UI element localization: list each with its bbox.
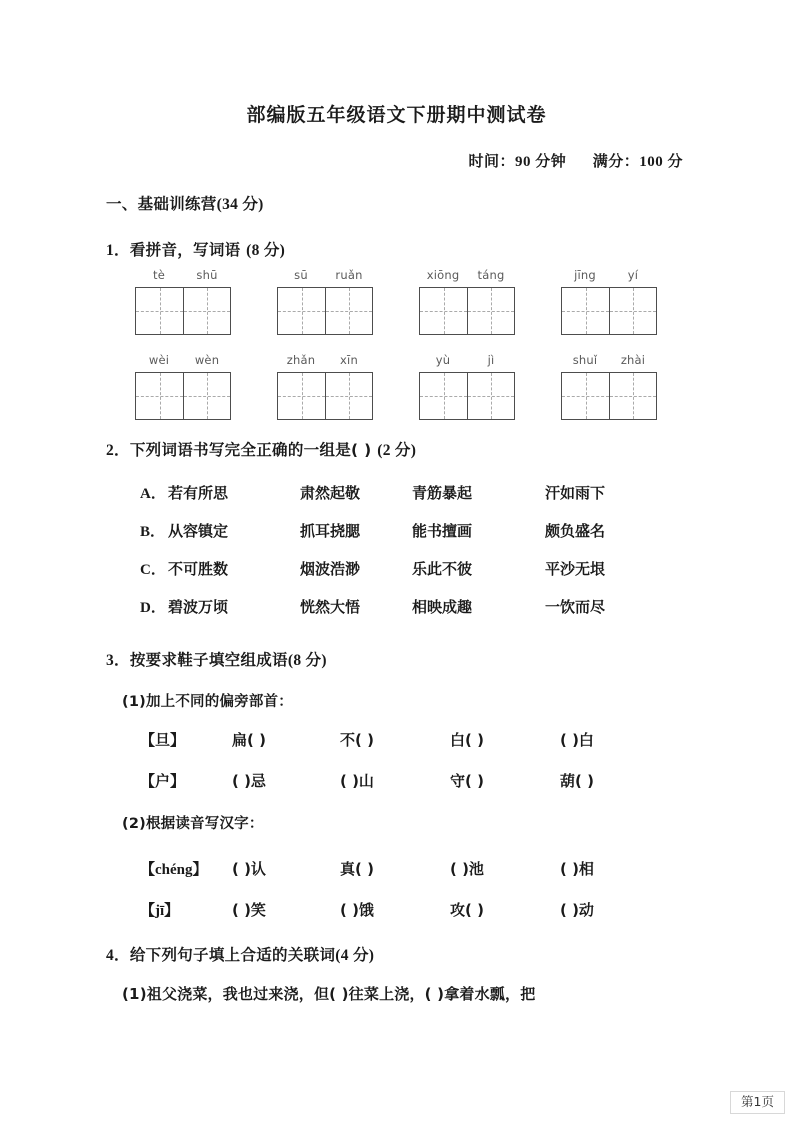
pinyin-grid-group [419,266,515,335]
option-word: 汗如雨下 [545,484,606,502]
fill-blank-item[interactable]: ( )饿 [340,901,374,919]
pinyin-grid-group [135,351,231,420]
question-4-number: 4． [106,947,130,964]
option-label-c: C． [140,562,166,578]
pinyin-syllable: wèn [194,353,220,367]
option-word: 相映成趣 [412,598,473,616]
pinyin-grid-group [561,351,657,420]
tianzige-cell[interactable] [467,288,514,334]
tianzige-cell[interactable] [420,373,467,419]
pinyin-pair [135,351,231,369]
option-word: 不可胜数 [168,560,229,578]
question-3-number: 3． [106,652,130,669]
pinyin-pair [561,266,657,284]
tianzige-cell[interactable] [325,373,372,419]
pinyin-syllable: tè [153,268,165,282]
radical-key: 【旦】 [140,731,186,749]
question-1-title: 看拼音，写词语 [129,241,241,259]
tianzige-cell[interactable] [136,288,183,334]
fill-blank-item[interactable]: ( )忌 [232,772,266,790]
question-4-title: 给下列句子填上合适的关联词 [129,946,336,964]
question-3-heading [0,648,793,670]
tianzige-box[interactable] [419,372,515,420]
pinyin-pair [419,266,515,284]
fill-blank-item[interactable]: ( )笑 [232,901,266,919]
pinyin-grid-group [277,266,373,335]
tianzige-box[interactable] [277,287,373,335]
question-1-points: (8 分) [246,242,286,259]
question-2-points: (2 分) [377,442,417,459]
time-limit-label: 时间：90 分钟 [468,154,567,170]
option-word: 若有所思 [168,484,229,502]
fill-blank-item[interactable]: 扁( ) [232,731,266,749]
fill-blank-item[interactable]: 真( ) [340,860,374,878]
question-2-number: 2． [106,442,130,459]
pinyin-syllable: yí [627,268,639,282]
fill-blank-item[interactable]: ( )相 [560,860,594,878]
question-4-heading [0,943,793,965]
tianzige-cell[interactable] [609,373,656,419]
option-word: 烟波浩渺 [300,560,361,578]
full-score-label: 满分：100 分 [592,154,683,170]
tianzige-cell[interactable] [278,288,325,334]
tianzige-box[interactable] [561,287,657,335]
question-3-points: (8 分) [287,652,327,669]
option-label-a: A． [140,486,166,502]
page-number-badge: 第1页 [730,1091,785,1115]
page-title: 部编版五年级语文下册期中测试卷 [246,104,547,126]
tianzige-box[interactable] [561,372,657,420]
pinyin-pair [419,351,515,369]
question-2-title: 下列词语书写完全正确的一组是( ) [129,441,372,459]
fill-blank-item[interactable]: 守( ) [450,772,484,790]
tianzige-box[interactable] [277,372,373,420]
tianzige-cell[interactable] [562,373,609,419]
fill-blank-item[interactable]: 攻( ) [450,901,484,919]
tianzige-cell[interactable] [467,373,514,419]
pinyin-grid-group [135,266,231,335]
pinyin-pair [135,266,231,284]
pinyin-syllable: jì [487,353,495,367]
option-word: 颇负盛名 [545,522,606,540]
pinyin-grid-group [277,351,373,420]
pinyin-key: 【chéng】 [140,862,208,878]
question-3-title: 按要求鞋子填空组成语 [129,651,288,669]
question-4-points: (4 分) [335,947,375,964]
pinyin-syllable: xīn [340,353,358,367]
pinyin-grid-row-1 [0,266,793,341]
option-word: 从容镇定 [168,522,229,540]
pinyin-syllable: táng [477,268,505,282]
tianzige-cell[interactable] [562,288,609,334]
fill-blank-item[interactable]: ( )白 [560,731,594,749]
option-word: 恍然大悟 [300,598,361,616]
tianzige-cell[interactable] [136,373,183,419]
option-word: 一饮而尽 [545,598,606,616]
pinyin-syllable: wèi [148,353,170,367]
fill-blank-item[interactable]: ( )池 [450,860,484,878]
pinyin-key: 【jī】 [140,903,180,919]
pinyin-syllable: zhài [620,353,646,367]
option-word: 青筋暴起 [412,484,473,502]
fill-blank-item[interactable]: ( )认 [232,860,266,878]
option-word: 平沙无垠 [545,560,606,578]
fill-blank-item[interactable]: ( )山 [340,772,374,790]
tianzige-box[interactable] [419,287,515,335]
option-word: 肃然起敬 [300,484,361,502]
option-word: 碧波万顷 [168,598,229,616]
section-heading-text: 一、基础训练营 [106,195,217,213]
pinyin-syllable: jīng [574,268,596,282]
fill-blank-item[interactable]: 不( ) [340,731,374,749]
pinyin-syllable: ruǎn [335,268,363,282]
question-4-sentence-1[interactable]: (1)祖父浇菜，我也过来浇，但( )往菜上浇，( )拿着水瓢，把 [122,985,536,1003]
question-2-heading [0,438,793,460]
question-1-heading [0,238,793,260]
tianzige-box[interactable] [135,287,231,335]
tianzige-cell[interactable] [278,373,325,419]
pinyin-syllable: sū [294,268,308,282]
pinyin-syllable: xiōng [426,268,460,282]
question-3-sub1-heading: (1)加上不同的偏旁部首： [122,694,293,710]
pinyin-grid-group [419,351,515,420]
pinyin-syllable: shū [196,268,218,282]
tianzige-cell[interactable] [420,288,467,334]
pinyin-grid-row-2 [0,351,793,426]
exam-meta [468,150,683,171]
tianzige-cell[interactable] [325,288,372,334]
pinyin-syllable: yù [435,353,451,367]
tianzige-cell[interactable] [183,288,230,334]
option-label-d: D． [140,600,166,616]
fill-blank-item[interactable]: 葫( ) [560,772,594,790]
radical-key: 【户】 [140,772,186,790]
pinyin-pair [561,351,657,369]
fill-blank-item[interactable]: 白( ) [450,731,484,749]
pinyin-pair [277,351,373,369]
tianzige-cell[interactable] [183,373,230,419]
option-word: 乐此不彼 [412,560,473,578]
section-heading-1 [0,192,793,214]
section-heading-points: (34 分) [216,196,264,213]
option-word: 能书擅画 [412,522,473,540]
tianzige-cell[interactable] [609,288,656,334]
option-word: 抓耳挠腮 [300,522,361,540]
question-3-sub2-heading: (2)根据读音写汉字： [122,816,264,832]
question-1-number: 1． [106,242,130,259]
option-label-b: B． [140,524,166,540]
pinyin-grid-group [561,266,657,335]
fill-blank-item[interactable]: ( )动 [560,901,594,919]
pinyin-pair [277,266,373,284]
pinyin-syllable: zhǎn [286,353,316,367]
tianzige-box[interactable] [135,372,231,420]
pinyin-syllable: shuǐ [572,353,598,367]
